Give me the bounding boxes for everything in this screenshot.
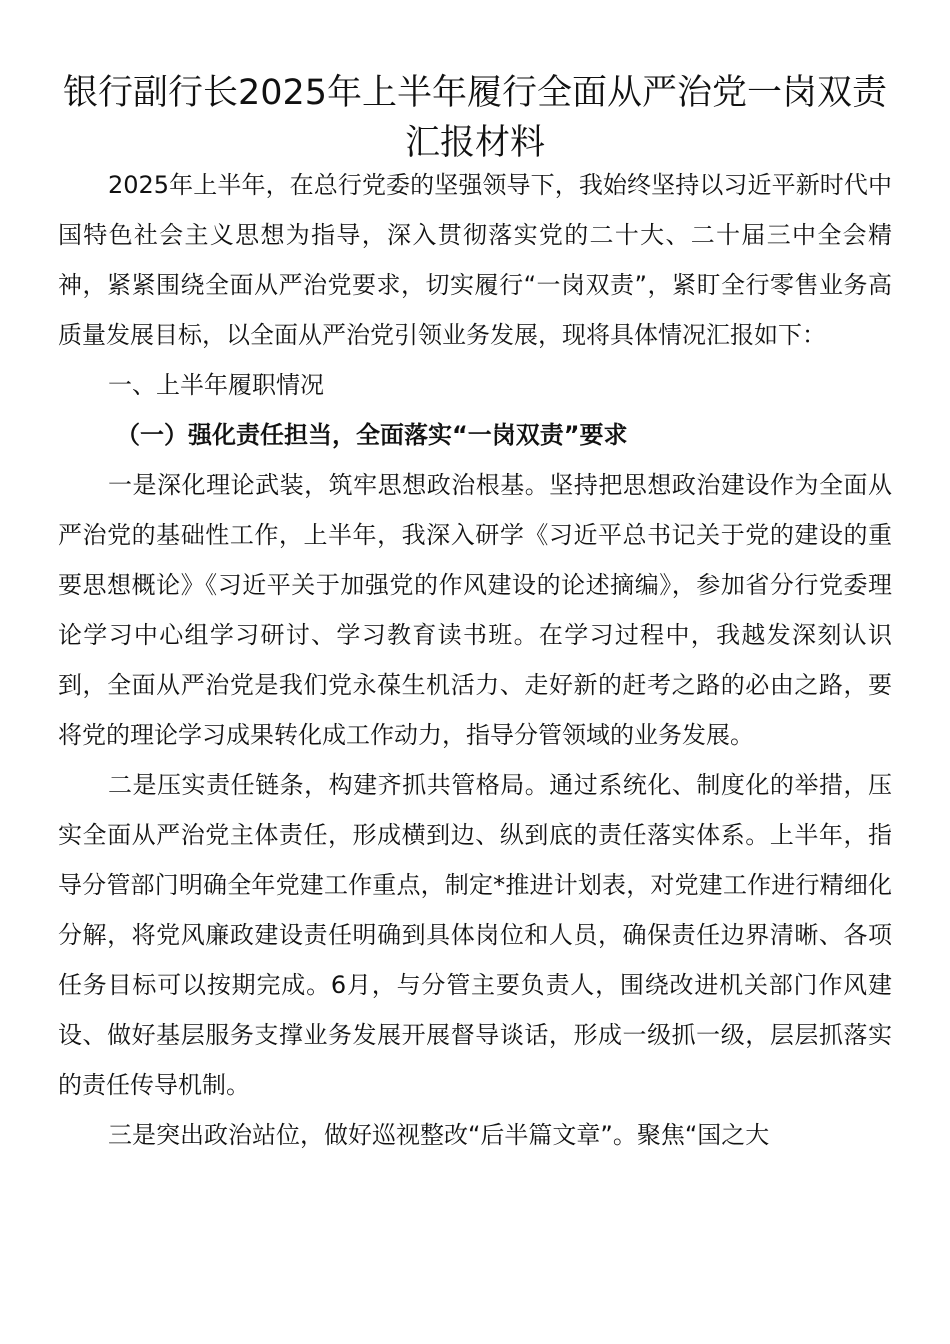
paragraph-responsibility: 二是压实责任链条，构建齐抓共管格局。通过系统化、制度化的举措，压实全面从严治党主体责任，形成横到边、纵到底的责任落实体系。上半年，指导分管部门明确全年党建工作重点，制定*推进计划表，对党建工作进行精细化分解，将党风廉政建设责任明确到具体岗位和人员，确保责任边界清晰、各项任务目标可以按期完成。6月，与分管主要负责人，围绕改进机关部门作风建设、做好基层服务支撑业务发展开展督导谈话，形成一级抓一级，层层抓落实的责任传导机制。 [58, 771, 892, 1099]
section-heading: 一、上半年履职情况 [108, 371, 324, 399]
subsection-heading: （一）强化责任担当，全面落实“一岗双责”要求 [116, 421, 628, 449]
paragraph-theory: 一是深化理论武装，筑牢思想政治根基。坚持把思想政治建设作为全面从严治党的基础性工作，上半年，我深入研学《习近平总书记关于党的建设的重要思想概论》《习近平关于加强党的作风建设的论述摘编》，参加省分行党委理论学习中心组学习研讨、学习教育读书班。在学习过程中，我越发深刻认识到，全面从严治党是我们党永葆生机活力、走好新的赶考之路的必由之路，要将党的理论学习成果转化成工作动力，指导分管领域的业务发展。 [58, 471, 892, 749]
document-body [58, 160, 892, 1160]
intro-paragraph: 2025年上半年，在总行党委的坚强领导下，我始终坚持以习近平新时代中国特色社会主义思想为指导，深入贯彻落实党的二十大、二十届三中全会精神，紧紧围绕全面从严治党要求，切实履行“一岗双责”，紧盯全行零售业务高质量发展目标，以全面从严治党引领业务发展，现将具体情况汇报如下： [58, 171, 892, 349]
document-title: 银行副行长2025年上半年履行全面从严治党一岗双责汇报材料 [62, 73, 888, 163]
paragraph-inspection: 三是突出政治站位，做好巡视整改“后半篇文章”。聚焦“国之大 [108, 1121, 770, 1149]
